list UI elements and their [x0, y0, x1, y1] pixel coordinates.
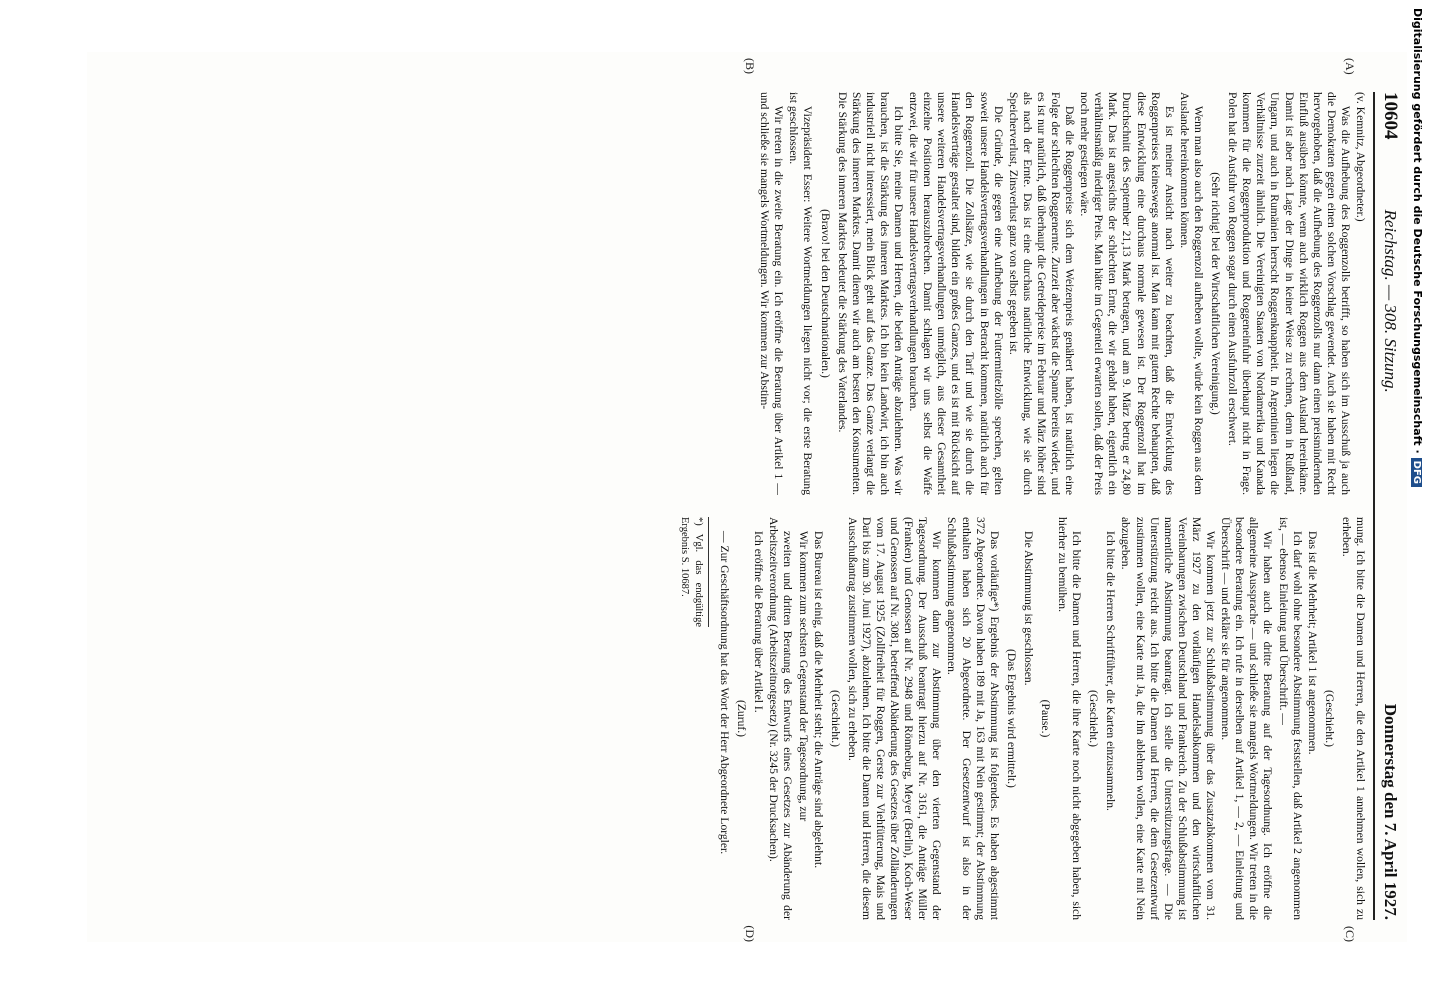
paragraph: Ich bitte Sie, meine Damen und Herren, die beiden Anträge abzulehnen. Was wir brauchen, ist die Stärkung des inneren Marktes. Ich bin kein Landwirt, ich bin auch industriell nicht interessiert, mein Blick geht auf das Ganze. Das Ganze verlangt die Stärkung des inneren Marktes. Damit dienen wir auch am besten den Konsumenten. Die Stärkung des inneren Marktes bedeutet die Stärkung des Vaterlandes. — [835, 92, 905, 495]
speaker-line: (v. Kemnitz, Abgeordneter.) — [1354, 92, 1367, 222]
interjection: (Das Ergebnis wird ermittelt.) — [1004, 649, 1018, 788]
paragraph: Wir kommen dann zur Abstimmung über den vierten Gegenstand der Tagesordnung. Der Ausschuß beantragt hierzu auf Nr. 3161, die Anträge Müller (Franken) und Genossen auf Nr. 2948 und Rönneburg, Meyer (Berlin), Koch-Weser und Genossen auf Nr. 3081, betreffend Abänderung des Gesetzes über Zolländerungen vom 17. August 1925 (Zollfreiheit für Roggen, Gerste zur Viehfütterung, Mais und Dari bis zum 30. Juni 1927), abzulehnen. Ich bitte die Damen und Herren, die diesem Ausschußantrag zustimmen wollen, sich zu erheben. — [845, 517, 944, 920]
paragraph: Daß die Roggenpreise sich dem Weizenpreis genähert haben, ist natürlich eine Folge der schlechten Roggenernte. Zurzeit aber wächst die Spanne bereits wieder, und es ist nur natürlich, daß überhaupt die Getreidepreise im Februar und März höher sind als nach der Ernte. Das ist eine durchaus natürliche Entwicklung, wie sie durch Speicherverlust, Zinsverlust ganz von selbst gegeben ist. — [1006, 92, 1077, 495]
margin-mark-d: (D) — [743, 925, 757, 942]
page-number: 10604 — [1380, 92, 1401, 140]
text-columns — [137, 58, 1367, 942]
digitization-text: Digitalisierung gefördert durch die Deutsche Forschungsgemeinschaft · — [1411, 8, 1424, 454]
paragraph: Ich bitte die Damen und Herren, die ihre Karte noch nicht abgegeben haben, sich hierher zu bemühen. — [1056, 517, 1084, 920]
interjection: (Bravo! bei den Deutschnationalen.) — [818, 209, 832, 378]
document-page — [87, 52, 1407, 942]
right-column — [137, 517, 1367, 920]
paragraph: Ich darf wohl ohne besondere Abstimmung feststellen, daß Artikel 2 angenommen ist, — ebenso Einleitung und Überschrift. — — [1276, 517, 1304, 920]
session-date: Donnerstag den 7. April 1927. — [1381, 703, 1400, 920]
paragraph: Wir kommen jetzt zur Schlußabstimmung über das Zusatzabkommen vom 31. März 1927 zu den vorläufigen Handelsabkommen und den wirtschaftlichen Vereinbarungen zwischen Deutschland und Frankreich. Zu der Schlußabstimmung ist namentliche Abstimmung beantragt. Ich stelle die Unterstützungsfrage. — Die Unterstützung reicht aus. Ich bitte die Damen und Herren, die dem Gesetzentwurf zustimmen wollen, eine Karte mit Ja, die ihn ablehnen wollen, eine Karte mit Nein abzugeben. — [1119, 517, 1218, 920]
paragraph: Ich eröffne die Beratung über Artikel I. — [752, 531, 766, 713]
interjection: (Sehr richtig! bei der Wirtschaftlichen Vereinigung.) — [1209, 172, 1223, 415]
interjection: (Geschieht.) — [1087, 690, 1101, 747]
paragraph: Das Bureau ist einig, daß die Mehrheit steht; die Anträge sind abgelehnt. — [811, 531, 825, 869]
paragraph: Die Abstimmung ist geschlossen. — [1021, 531, 1035, 686]
paragraph: Vizepräsident Esser: Weitere Wortmeldungen liegen nicht vor; die erste Beratung ist geschlossen. — [787, 92, 815, 495]
margin-mark-c: (C) — [1343, 926, 1357, 942]
paragraph: Es ist meiner Ansicht nach weiter zu beachten, daß die Entwicklung des Roggenpreises keineswegs anormal ist. Man kann mit gutem Rechte behaupten, daß diese Entwicklung eine durchaus normale gewesen ist. Der Roggenzoll hat im Durchschnitt des September 21,13 Mark betragen, und am 9. März betrug er 24,80 Mark. Das ist angesichts der schlechten Ernte, die wir gehabt haben, eigentlich ein verhältnismäßig niedriger Preis. Man hätte im Gegenteil erwarten sollen, daß der Preis noch mehr gestiegen wäre. — [1078, 92, 1176, 495]
paragraph: Wir haben auch die dritte Beratung auf der Tagesordnung. Ich eröffne die allgemeine Aussprache — und schließe sie mangels Wortmeldungen. Wir treten in die besondere Beratung ein. Ich rufe in derselben auf Artikel 1, — 2, — Einleitung und Überschrift — und erkläre sie für angenommen. — [1219, 517, 1275, 920]
digitization-note — [1411, 8, 1424, 487]
paragraph: Die Gründe, die gegen eine Aufhebung der Futtermittelzölle sprechen, gelten soweit unsere Handelsvertragsverhandlungen in Betracht kommen, natürlich auch für den Roggenzoll. Die Zollsätze, wie sie durch den Tarif und wie sie durch die Handelsverträge gestaltet sind, bilden ein großes Ganzes, und es ist mit Rücksicht auf unsere weiteren Handelsvertragsverhandlungen unmöglich, aus dieser Gesamtheit einzelne Positionen herauszubrechen. Damit schlagen wir uns selbst die Waffe entzwei, die wir für unsere Handelsvertragsverhandlungen brauchen. — [907, 92, 1005, 495]
paragraph: Wenn man also auch den Roggenzoll aufheben wollte, würde kein Roggen aus dem Auslande hereinkommen können. — [1177, 92, 1205, 495]
paragraph: mung. Ich bitte die Damen und Herren, die den Artikel 1 annehmen wollen, sich zu erheben. — [1339, 517, 1367, 920]
paragraph: Ich bitte die Herren Schriftführer, die Karten einzusammeln. — [1104, 531, 1118, 811]
left-column — [137, 92, 1367, 495]
interjection: (Pause.) — [1039, 699, 1053, 738]
paragraph: Wir kommen zum sechsten Gegenstand der Tagesordnung, zur — [796, 531, 810, 822]
margin-mark-a: (A) — [1343, 58, 1357, 75]
session-title: Reichstag. — 308. Sitzung. — [1381, 209, 1400, 393]
paragraph: zweiten und dritten Beratung des Entwurfs eines Gesetzes zur Abänderung der Arbeitszeitverordnung (Arbeitszeitnotgesetz) (Nr. 3245 der Drucksachen). — [767, 517, 795, 920]
footnote-text: *) Vgl. das endgültige Ergebnis S. 10687. — [678, 517, 704, 627]
interjection: (Geschieht.) — [1322, 690, 1336, 747]
paragraph: Das vorläufige*) Ergebnis der Abstimmung ist folgendes. Es haben abgestimmt 372 Abgeordnete. Davon haben 189 mit Ja, 163 mit Nein gestimmt; der Abstimmung enthalten haben sich 20 Abgeordnete. Der Gesetzentwurf ist also in der Schlußabstimmung angenommen. — [945, 517, 1001, 920]
margin-mark-b: (B) — [743, 58, 757, 74]
page-header — [1373, 92, 1401, 920]
footnote — [677, 517, 709, 627]
interjection: (Geschieht.) — [828, 690, 842, 747]
paragraph: — Zur Geschäftsordnung hat das Wort der Herr Abgeordnete Lorgler. — [718, 531, 732, 855]
dfg-logo: DFG — [1411, 458, 1422, 487]
interjection: (Zuruf.) — [735, 699, 749, 738]
paragraph: Was die Aufhebung des Roggenzolls betrifft, so haben sich im Ausschuß ja auch die Demokraten gegen einen solchen Vorschlag gewendet. Auch sie haben mit Recht hervorgehoben, daß die Aufhebung des Roggenzolls nur dann einen preismindernden Einfluß ausüben könnte, wenn auch wirklich Roggen aus dem Ausland hereinkäme. Damit ist aber nach Lage der Dinge in keiner Weise zu rechnen, denn in Rußland, Ungarn, und auch in Rumänien herrscht Roggenknappheit. In Argentinien liegen die Verhältnisse zurzeit ähnlich. Die Vereinigten Staaten von Nordamerika und Kanada kommen für die Roggenproduktion und Roggeneinfuhr überhaupt nicht in Frage. Polen hat die Ausfuhr von Roggen sogar durch einen Ausfuhrzoll erschwert. — [1226, 92, 1352, 495]
paragraph: Das ist die Mehrheit; Artikel 1 ist angenommen. — [1305, 531, 1319, 755]
paragraph: Wir treten in die zweite Beratung ein. Ich eröffne die Beratung über Artikel 1 — und schließe sie mangels Wortmeldungen. Wir kommen zur Abstim- — [758, 92, 786, 495]
